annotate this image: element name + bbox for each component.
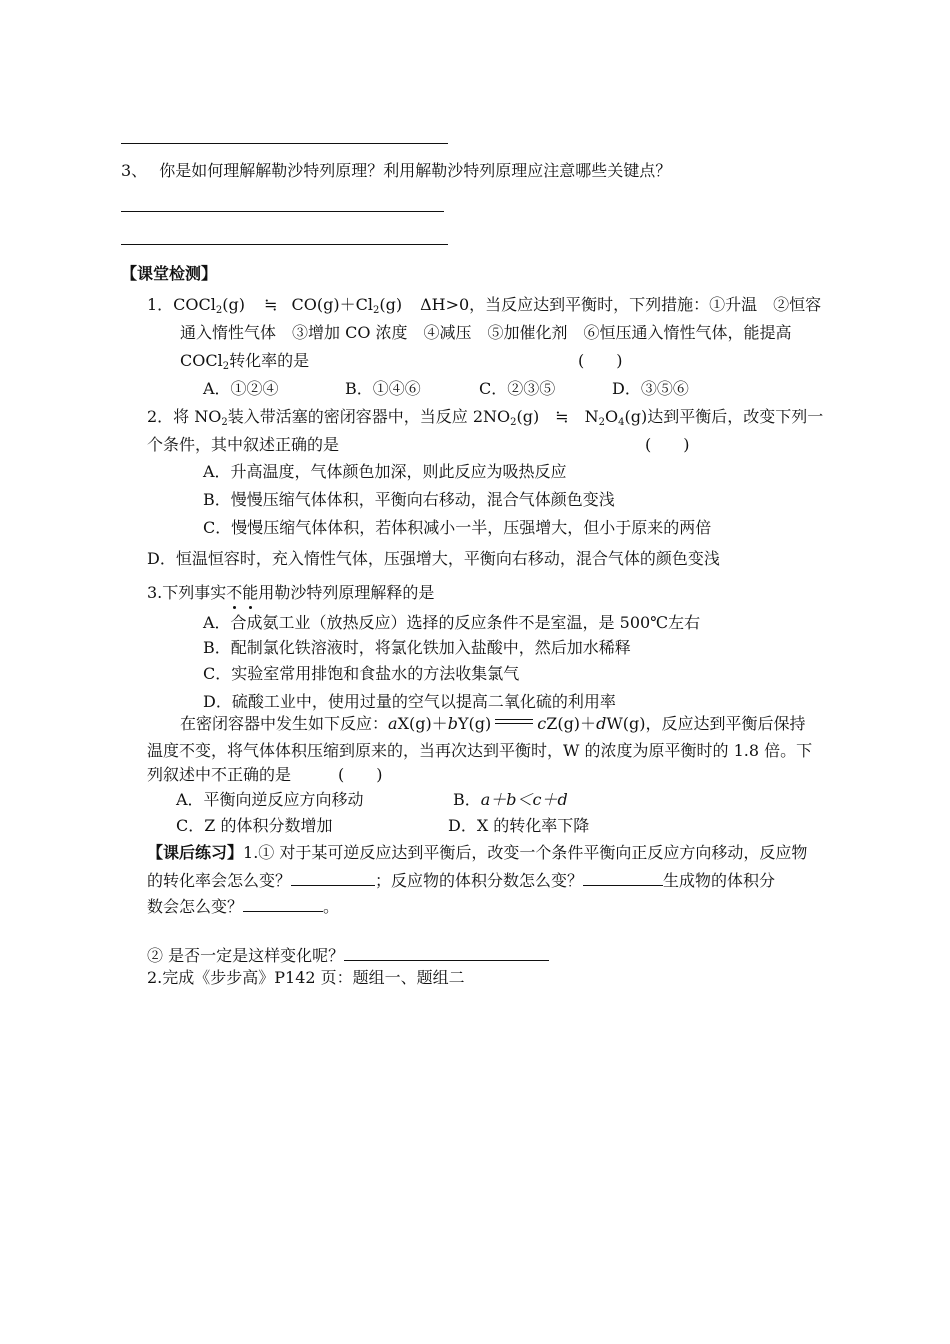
- q1-sub-1: 2: [215, 305, 223, 316]
- q1-condition: >0，当反应达到平衡时，下列措施：①升温 ②恒容: [445, 295, 822, 314]
- q4-intro: 在密闭容器中发生如下反应：: [180, 714, 389, 733]
- test-q4-option-a: A．平衡向逆反应方向移动: [176, 790, 364, 809]
- test-q2-option-c: C．慢慢压缩气体体积，若体积减小一半，压强增大，但小于原来的两倍: [203, 518, 712, 537]
- coef-d: d: [596, 714, 607, 733]
- test-q1-option-a: A．①②④: [203, 379, 279, 398]
- test-q4-option-c: C．Z 的体积分数增加: [176, 816, 333, 835]
- homework-line2: [147, 869, 775, 891]
- answer-blank-2[interactable]: [583, 869, 663, 886]
- homework-q1-part4: 数会怎么变？: [147, 897, 244, 916]
- q2-text-c: (g): [516, 407, 540, 426]
- answer-blank-1[interactable]: [291, 869, 375, 886]
- species-z: Z(g)＋: [546, 714, 597, 733]
- reversible-arrow-icon: ≒: [264, 295, 278, 314]
- test-q1-option-c: C．②③⑤: [479, 379, 556, 398]
- reflect-question-3: [121, 161, 671, 181]
- q2-text-a: 2．将 NO: [147, 407, 222, 426]
- equilibrium-arrow-icon: [495, 717, 533, 727]
- q2-sub-1: 2: [221, 417, 228, 428]
- test-q3-option-c: C．实验室常用排饱和食盐水的方法收集氯气: [203, 664, 520, 683]
- q2-text-f: (g)达到平衡后，改变下列一: [624, 407, 824, 426]
- homework-q1-part1: 的转化率会怎么变？: [147, 871, 292, 890]
- q1-sub-3: 2: [222, 361, 230, 372]
- test-q3-option-a: A．合成氨工业（放热反应）选择的反应条件不是室温，是 500℃左右: [203, 613, 701, 632]
- homework-q1-part3: 生成物的体积分: [663, 871, 776, 890]
- q4-option-b-label: B．: [453, 790, 481, 809]
- q4-option-b-expr: a＋b＜c＋d: [480, 790, 568, 809]
- homework-line4: [147, 944, 549, 966]
- q1-line3-a: COCl: [180, 351, 223, 370]
- reversible-arrow-icon: ≒: [555, 407, 569, 426]
- test-q4-answer-paren: ( ): [338, 765, 383, 784]
- test-q1-option-b: B．①④⑥: [345, 379, 421, 398]
- test-q1-line1: [147, 295, 821, 315]
- species-y: Y(g): [457, 714, 492, 733]
- answer-blank-4[interactable]: [344, 944, 549, 961]
- test-q2-option-a: A．升高温度，气体颜色加深，则此反应为吸热反应: [203, 462, 567, 481]
- q3-stem-b: 用勒沙特列原理解释的是: [258, 583, 435, 602]
- test-q3-option-d: D．硫酸工业中，使用过量的空气以提高二氧化硫的利用率: [203, 692, 616, 711]
- coef-b: b: [447, 714, 458, 733]
- q1-sub-2: 2: [372, 305, 380, 316]
- test-q4-line3: 列叙述中不正确的是: [147, 765, 292, 784]
- species-x: X(g)＋: [397, 714, 448, 733]
- answer-line-q3-1: [121, 211, 444, 212]
- test-q1-line3: [180, 351, 309, 371]
- homework-heading: 【课后练习】: [147, 843, 244, 862]
- q2-sub-2: 2: [510, 417, 517, 428]
- test-q1-line2: 通入惰性气体 ③增加 CO 浓度 ④减压 ⑤加催化剂 ⑥恒压通入惰性气体，能提高: [180, 323, 792, 342]
- answer-blank-3[interactable]: [243, 895, 323, 912]
- test-q1-option-d: D．③⑤⑥: [612, 379, 689, 398]
- section-heading-test: 【课堂检测】: [121, 264, 218, 283]
- emphasis-dot-char: 不: [226, 583, 243, 602]
- homework-line3: [147, 895, 339, 917]
- homework-line1: [147, 843, 807, 863]
- q2-sub-4: 4: [618, 417, 625, 428]
- q2-text-d: N: [584, 407, 599, 426]
- test-q3-stem: [147, 583, 434, 603]
- homework-q1-text: 1.① 对于某可逆反应达到平衡后，改变一个条件平衡向正反应方向移动，反应物: [243, 843, 808, 862]
- emphasis-dot-char: 能: [242, 583, 259, 602]
- homework-q1-end: 。: [323, 897, 340, 916]
- q2-text-b: 装入带活塞的密闭容器中，当反应 2NO: [227, 407, 511, 426]
- test-q4-line2: 温度不变，将气体体积压缩到原来的，当再次达到平衡时，W 的浓度为原平衡时的 1.8 倍。下: [147, 741, 813, 760]
- q3-stem-a: 3.下列事实: [147, 583, 227, 602]
- q2-text-e: O: [605, 407, 619, 426]
- test-q4-line1: [180, 714, 806, 734]
- species-w: W(g)，反应达到平衡后保持: [606, 714, 806, 733]
- q1-line3-b: 转化率的是: [229, 351, 310, 370]
- test-q1-answer-paren: ( ): [578, 351, 623, 370]
- coef-c: c: [537, 714, 547, 733]
- answer-line-top: [121, 143, 448, 144]
- test-q2-line2: 个条件，其中叙述正确的是: [147, 435, 340, 454]
- homework-q1-followup: ② 是否一定是这样变化呢？: [147, 946, 345, 965]
- q1-text-d: (g): [379, 295, 403, 314]
- answer-line-q3-2: [121, 244, 448, 245]
- q1-text-b: (g): [222, 295, 246, 314]
- q2-sub-3: 2: [598, 417, 606, 428]
- test-q2-answer-paren: ( ): [645, 435, 690, 454]
- q1-delta-h: ΔH: [420, 295, 446, 314]
- test-q2-line1: [147, 407, 823, 427]
- test-q4-option-d: D．X 的转化率下降: [448, 816, 590, 835]
- q1-text-a: 1．COCl: [147, 295, 216, 314]
- homework-line5: 2.完成《步步高》P142 页：题组一、题组二: [147, 968, 465, 987]
- coef-a: a: [388, 714, 398, 733]
- test-q2-option-d: D．恒温恒容时，充入惰性气体，压强增大，平衡向右移动，混合气体的颜色变浅: [147, 549, 720, 568]
- reflect-q3-number: 3、: [121, 161, 148, 180]
- q1-text-c: CO(g)＋Cl: [291, 295, 373, 314]
- test-q4-option-b: [453, 790, 568, 810]
- test-q2-option-b: B．慢慢压缩气体体积，平衡向右移动，混合气体颜色变浅: [203, 490, 615, 509]
- homework-q1-part2: ；反应物的体积分数怎么变？: [375, 871, 584, 890]
- test-q3-option-b: B．配制氯化铁溶液时，将氯化铁加入盐酸中，然后加水稀释: [203, 638, 631, 657]
- reflect-q3-text: 你是如何理解解勒沙特列原理？利用解勒沙特列原理应注意哪些关键点？: [159, 161, 672, 180]
